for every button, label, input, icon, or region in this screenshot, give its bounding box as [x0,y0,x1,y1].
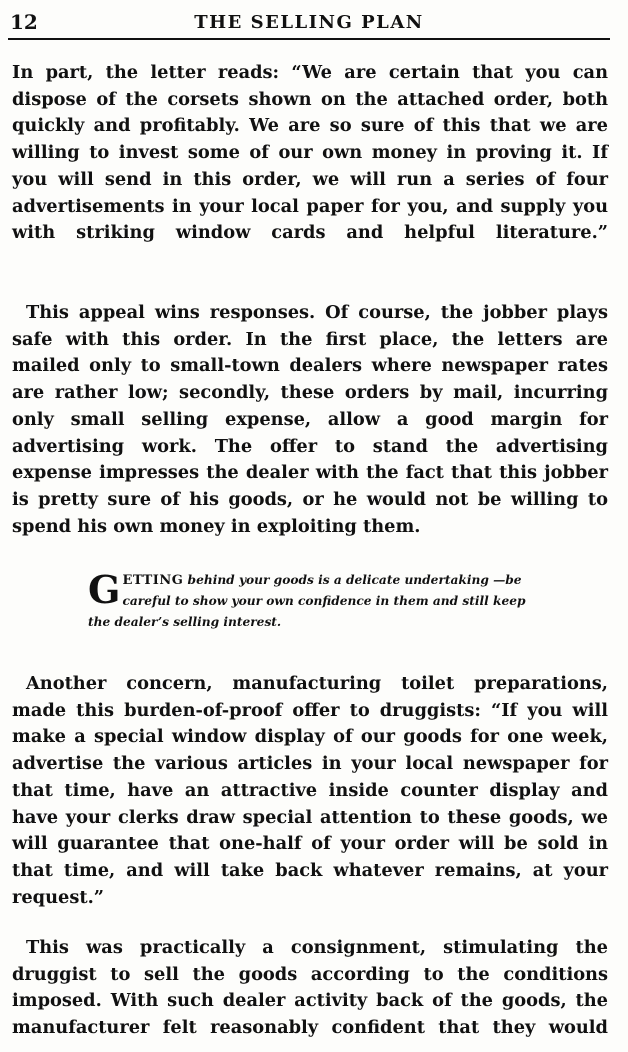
paragraph-1: In part, the letter reads: “We are certain that you can dispose of the corsets shown on the attached order, both quickly and profitably. We are so sure of this that we are willing to invest some of our own money in proving it. If you will send in this order, we will run a series of four advertisements in your local paper for you, and supply you with striking window cards and helpful literature.” [12,62,608,244]
running-head [8,10,610,40]
running-title: THE SELLING PLAN [194,12,424,33]
paragraph-4: This was practically a consignment, stimulating the druggist to sell the goods according to the conditions imposed. With such dealer activity back of the goods, the manufacturer felt reasonably confident that they would [12,937,608,1039]
pullquote-cap-rest: ETTING [122,573,184,588]
pullquote-drop-cap: G [88,567,121,612]
pullquote-text: behind your goods is a delicate undertaking —be careful to show your own confidence in them and still keep the dealer’s selling interest. [88,573,526,629]
paragraph-3: Another concern, manufacturing toilet preparations, made this burden-of-proof offer to druggists: “If you will make a special window display of our goods for one week, advertise the various articles in your local newspaper for that time, have an attractive inside counter display and have your clerks draw special attention to these goods, we will guarantee that one-half of your order will be sold in that time, and will take back whatever remains, at your request.” [12,673,608,908]
paragraph-2: This appeal wins responses. Of course, the jobber plays safe with this order. In the first place, the letters are mailed only to small-town dealers where newspaper rates are rather low; secondly, these orders by mail, incurring only small selling expense, allow a good margin for advertising work. The offer to stand the advertising expense impresses the dealer with the fact that this jobber is pretty sure of his goods, or he would not be willing to spend his own money in exploiting them. [12,302,608,537]
page-number: 12 [10,10,38,34]
pullquote [88,567,540,633]
